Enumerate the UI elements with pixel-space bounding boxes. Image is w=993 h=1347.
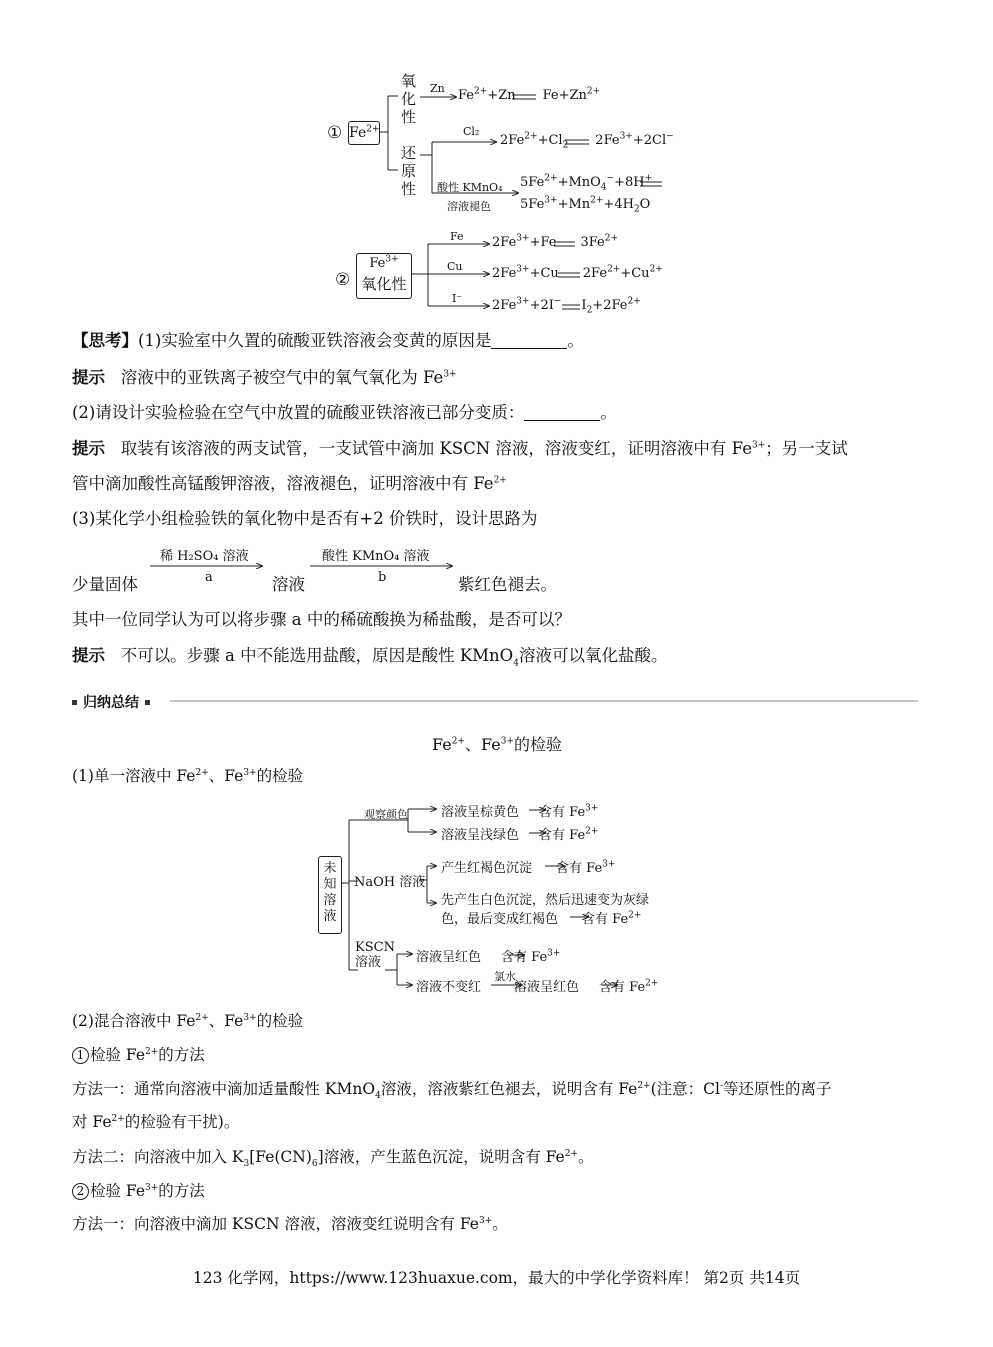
d1-oxidizing-label: 氧化性 [401,72,417,126]
chart-b2-r1: 产生红褐色沉淀 含有 $Fe^{3+}$ [441,859,616,876]
flow-arrow2-top: 酸性 KMnO₄ 溶液 [322,549,430,564]
method2: 方法二：向溶液中加入 $K_3[Fe(CN)_6]$溶液，产生蓝色沉淀，说明含有 $Fe^{2+}$。 [72,1148,594,1170]
chart-b3-r1: 溶液呈红色 含有 $Fe^{3+}$ [416,948,561,965]
d2-root-box: $Fe^{3+}$ 氧化性 [356,253,412,299]
d2-fe-equation: $2Fe^{3+}+Fe$ $3Fe^{2+}$ [492,233,619,250]
d2-i-equation: $2Fe^{3+}+2I^-$ $I_2+2Fe^{2+}$ [492,296,641,316]
flow-end: 紫红色褪去。 [458,575,557,594]
method1-line2: 对 $Fe^{2+}$的检验有干扰)。 [72,1113,240,1131]
chart-b2-r2-line2: 色，最后变成红褐色 含有 $Fe^{2+}$ [441,910,642,927]
chart-branch3: KSCN 溶液 [355,940,395,970]
fe3-title: 2 检验 $Fe^{3+}$的方法 [72,1180,205,1202]
chart-b1-r2: 溶液呈浅绿色 含有 $Fe^{2+}$ [441,826,599,843]
d1-reducing-label: 还原性 [401,144,417,198]
mixed-title: (2)混合溶液中 $Fe^{2+}$、$Fe^{3+}$的检验 [72,1012,304,1030]
flow-arrow2-bottom: b [378,570,387,585]
chart-branch1: 观察颜色 [364,808,408,821]
chart-b3-r2-reagent: 氯水 [494,970,516,983]
d2-fe-reagent: Fe [450,230,464,243]
d1-kmno4-note: 溶液褪色 [447,200,491,213]
think-a3: 提示 不可以。步骤 a 中不能选用盐酸，原因是酸性 KMnO$_4$溶液可以氧化盐酸。 [72,646,668,669]
d2-cu-reagent: Cu [447,260,463,273]
flow-mid: 溶液 [272,575,305,594]
method1-line1: 方法一：通常向溶液中滴加适量酸性 KMnO$_4$溶液，溶液紫红色褪去，说明含有 $Fe^{2+}$(注意：Cl-等还原性的离子 [72,1080,832,1102]
think-a2-line1: 提示 取装有该溶液的两支试管，一支试管中滴加 KSCN 溶液，溶液变红，证明溶液中有 $Fe^{3+}$；另一支试 [72,439,848,458]
flow-start: 少量固体 [72,575,138,594]
chart-b3-r2: 溶液不变红 溶液呈红色 含有 $Fe^{2+}$ [416,978,659,995]
d1-kmno4-reagent: 酸性 KMnO₄ [437,181,503,194]
think-q2: (2)请设计实验检验在空气中放置的硫酸亚铁溶液已部分变质： 。 [72,403,617,422]
summary-heading: $Fe^{2+}$、$Fe^{3+}$的检验 [432,735,562,754]
think-q3b: 其中一位同学认为可以将步骤 a 中的稀硫酸换为稀盐酸，是否可以？ [72,610,571,629]
think-a1: 提示 溶液中的亚铁离子被空气中的氧气氧化为 $Fe^{3+}$ [72,368,457,387]
d1-marker: ① [327,123,343,143]
d1-kmno4-equation-1: $5Fe^{2+}+MnO_4^-+8H^+$ [520,173,653,193]
d2-i-reagent: I⁻ [452,292,463,305]
think-a2-line2: 管中滴加酸性高锰酸钾溶液，溶液褪色，证明溶液中有 $Fe^{2+}$ [72,474,507,493]
fe2-title: 1 检验 $Fe^{2+}$的方法 [72,1044,205,1066]
d2-marker: ② [335,270,351,290]
d1-kmno4-equation-2: $5Fe^{3+}+Mn^{2+}+4H_2O$ [520,195,651,215]
d1-cl2-reagent: Cl₂ [463,125,480,138]
d1-cl2-equation: $2Fe^{2+}+Cl_2$ $2Fe^{3+}+2Cl^-$ [500,131,674,151]
single-title: (1)单一溶液中 $Fe^{2+}$、$Fe^{3+}$的检验 [72,767,304,785]
d1-zn-equation: $Fe^{2+}+Zn$ $Fe+Zn^{2+}$ [458,86,601,103]
chart-branch2: NaOH 溶液 [354,875,426,890]
think-q3: (3)某化学小组检验铁的氧化物中是否有+2 价铁时，设计思路为 [72,509,538,528]
d1-zn-reagent: Zn [430,82,445,95]
method3: 方法一：向溶液中滴加 KSCN 溶液，溶液变红说明含有 $Fe^{3+}$。 [72,1215,508,1233]
d2-cu-equation: $2Fe^{3+}+Cu$ $2Fe^{2+}+Cu^{2+}$ [492,264,663,281]
page-footer: 123 化学网，https://www.123huaxue.com，最大的中学化学资料库！ 第2页 共14页 [192,1269,801,1287]
flow-arrow1-bottom: a [205,570,213,585]
section-title: 归纳总结 [72,692,150,712]
chart-root-box: 未知溶液 [318,856,342,934]
flow-arrow1-top: 稀 H₂SO₄ 溶液 [160,549,249,564]
think-q1: 【思考】(1)实验室中久置的硫酸亚铁溶液会变黄的原因是 。 [72,331,584,350]
chart-b1-r1: 溶液呈棕黄色 含有 $Fe^{3+}$ [441,803,599,820]
d1-root-box: $Fe^{2+}$ [348,121,380,145]
chart-b2-r2-line1: 先产生白色沉淀，然后迅速变为灰绿 [441,893,650,908]
